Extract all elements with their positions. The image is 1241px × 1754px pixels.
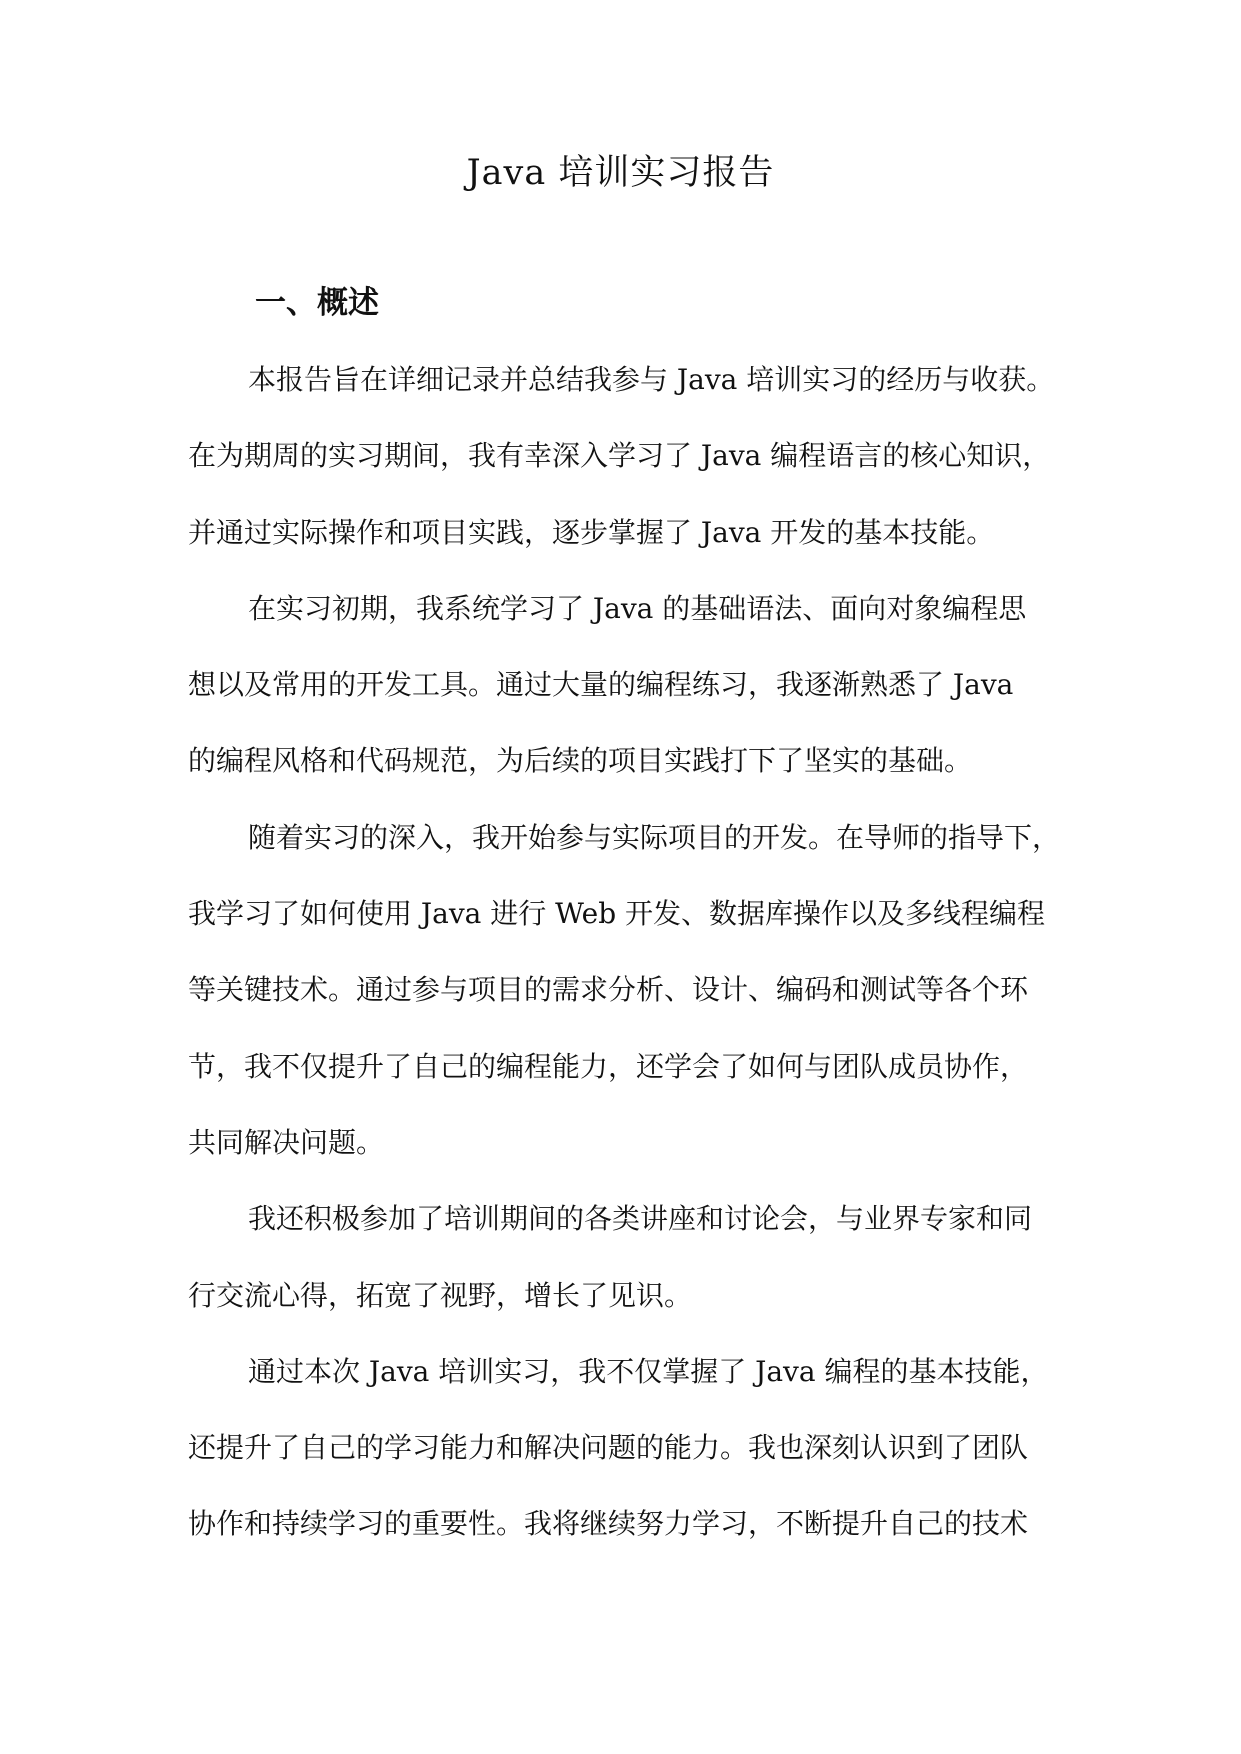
paragraph-line: 随着实习的深入，我开始参与实际项目的开发。在导师的指导下， (248, 820, 1061, 854)
paragraph-line: 协作和持续学习的重要性。我将继续努力学习，不断提升自己的技术 (188, 1507, 1029, 1541)
paragraph-line: 在实习初期，我系统学习了 Java 的基础语法、面向对象编程思 (248, 591, 1027, 625)
paragraph-line: 行交流心得，拓宽了视野，增长了见识。 (188, 1278, 693, 1312)
section-heading: 一、概述 (255, 285, 379, 321)
paragraph-line: 我学习了如何使用 Java 进行 Web 开发、数据库操作以及多线程编程 (188, 897, 1046, 931)
body-text (188, 358, 1068, 1579)
paragraph-line: 在为期周的实习期间，我有幸深入学习了 Java 编程语言的核心知识， (188, 439, 1051, 473)
paragraph-line: 并通过实际操作和项目实践，逐步掌握了 Java 开发的基本技能。 (188, 515, 995, 549)
paragraph-line: 还提升了自己的学习能力和解决问题的能力。我也深刻认识到了团队 (188, 1431, 1029, 1465)
paragraph-line: 等关键技术。通过参与项目的需求分析、设计、编码和测试等各个环 (188, 973, 1029, 1007)
paragraph-line: 想以及常用的开发工具。通过大量的编程练习，我逐渐熟悉了 Java (188, 668, 1014, 702)
paragraph-line: 共同解决问题。 (188, 1125, 385, 1159)
paragraph-line: 节，我不仅提升了自己的编程能力，还学会了如何与团队成员协作， (188, 1049, 1029, 1083)
paragraph-line: 我还积极参加了培训期间的各类讲座和讨论会，与业界专家和同 (248, 1202, 1033, 1236)
document-title: Java 培训实习报告 (466, 153, 775, 193)
paragraph-line: 本报告旨在详细记录并总结我参与 Java 培训实习的经历与收获。 (248, 363, 1055, 396)
paragraph-line: 通过本次 Java 培训实习，我不仅掌握了 Java 编程的基本技能， (248, 1354, 1049, 1388)
paragraph-line: 的编程风格和代码规范，为后续的项目实践打下了坚实的基础。 (188, 744, 973, 778)
